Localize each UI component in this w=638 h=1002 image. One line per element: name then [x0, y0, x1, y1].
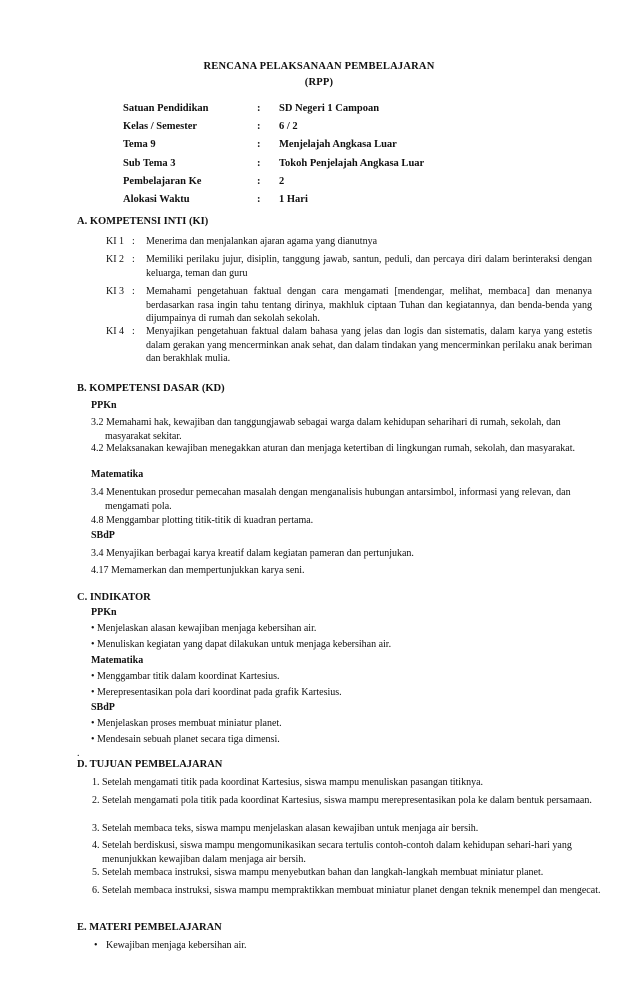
ki-code: KI 3	[106, 286, 125, 297]
goal-item: 6. Setelah membaca instruksi, siswa mampu mempraktikkan membuat miniatur planet dengan teknik menempel dan mengecat.	[92, 885, 601, 896]
materi-item	[94, 940, 247, 951]
kd-item: 3.4 Menentukan prosedur pemecahan masalah dengan menganalisis hubungan antarsimbol, informasi yang relevan, dan mengamati pola.	[91, 487, 571, 512]
kd-item: 3.2 Memahami hak, kewajiban dan tanggungjawab sebagai warga dalam kehidupan seharihari di rumah, sekolah, dan masyarakat sekitar.	[91, 417, 561, 442]
materi-text: Kewajiban menjaga kebersihan air.	[106, 940, 247, 951]
section-b-heading: B. KOMPETENSI DASAR (KD)	[77, 383, 225, 394]
kd-item: 4.8 Menggambar plotting titik-titik di kuadran pertama.	[91, 515, 314, 526]
indicator-item: • Menjelaskan alasan kewajiban menjaga kebersihan air.	[91, 623, 317, 634]
document-title: RENCANA PELAKSANAAN PEMBELAJARAN	[203, 61, 435, 72]
ki-colon: :	[132, 236, 135, 247]
info-value: 1 Hari	[279, 193, 308, 205]
ki-code: KI 2	[106, 254, 125, 265]
info-key: Kelas / Semester	[123, 121, 198, 133]
indicator-item: • Menggambar titik dalam koordinat Kartesius.	[91, 671, 280, 682]
info-colon: :	[257, 175, 261, 187]
subject-sbdp: SBdP	[91, 702, 115, 713]
indicator-item: • Menuliskan kegiatan yang dapat dilakukan untuk menjaga kebersihan air.	[91, 639, 392, 650]
ki-colon: :	[132, 254, 135, 265]
ki-item	[106, 253, 592, 280]
section-e-heading: E. MATERI PEMBELAJARAN	[77, 922, 222, 933]
ki-code: KI 4	[106, 326, 125, 337]
indicator-item: • Mendesain sebuah planet secara tiga dimensi.	[91, 734, 280, 745]
subject-matematika: Matematika	[91, 469, 144, 480]
info-colon: :	[257, 103, 261, 114]
goal-item: 1. Setelah mengamati titik pada koordinat Kartesius, siswa mampu menuliskan pasangan titiknya.	[92, 777, 484, 788]
info-key: Sub Tema 3	[123, 157, 176, 169]
info-key: Pembelajaran Ke	[123, 175, 202, 187]
goal-item: 2. Setelah mengamati pola titik pada koordinat Kartesius, siswa mampu merepresentasikan pola ke dalam bentuk persamaan.	[92, 795, 592, 806]
info-colon: :	[257, 157, 261, 169]
kd-item: 4.17 Memamerkan dan mempertunjukkan karya seni.	[91, 565, 305, 576]
ki-colon: :	[132, 326, 135, 337]
info-value: Tokoh Penjelajah Angkasa Luar	[279, 157, 425, 169]
ki-colon: :	[132, 286, 135, 297]
subject-ppkn: PPKn	[91, 400, 117, 411]
indicator-item: • Merepresentasikan pola dari koordinat pada grafik Kartesius.	[91, 687, 342, 698]
section-d-heading: D. TUJUAN PEMBELAJARAN	[77, 759, 223, 770]
info-colon: :	[257, 193, 261, 205]
subject-matematika: Matematika	[91, 655, 144, 666]
info-key: Alokasi Waktu	[123, 193, 190, 205]
info-colon: :	[257, 121, 261, 133]
info-key: Tema 9	[123, 139, 156, 151]
ki-text: Memiliki perilaku jujur, disiplin, tanggung jawab, santun, peduli, dan percaya diri dalam berinteraksi dengan keluarga, teman dan guru	[146, 254, 592, 279]
subject-sbdp: SBdP	[91, 530, 115, 541]
info-colon: :	[257, 139, 261, 151]
kd-item: 4.2 Melaksanakan kewajiban menegakkan aturan dan menjaga ketertiban di lingkungan rumah, sekolah, dan masyarakat.	[91, 443, 575, 454]
kd-item: 3.4 Menyajikan berbagai karya kreatif dalam kegiatan pameran dan pertunjukan.	[91, 548, 414, 559]
ki-item	[106, 325, 592, 366]
section-c-heading: C. INDIKATOR	[77, 592, 151, 603]
info-value: Menjelajah Angkasa Luar	[279, 139, 397, 151]
info-value: 6 / 2	[279, 121, 298, 133]
subject-ppkn: PPKn	[91, 607, 117, 618]
stray-dot: .	[77, 748, 80, 759]
info-value: 2	[279, 175, 285, 187]
bullet-icon: •	[94, 940, 98, 951]
goal-item: 4. Setelah berdiskusi, siswa mampu mengomunikasikan secara tertulis contoh-contoh dalam kehidupan sehari-hari yang menunjukkan kewajiban dalam menjaga air bersih.	[92, 840, 572, 865]
info-key: Satuan Pendidikan	[123, 103, 209, 114]
ki-text: Menyajikan pengetahuan faktual dalam bahasa yang jelas dan logis dan sistematis, dalam karya yang estetis dalam gerakan yang mencerminkan anak sehat, dan dalam tindakan yang mencerminkan perilaku anak beriman dan berakhlak mulia.	[146, 326, 592, 365]
info-value: SD Negeri 1 Campoan	[279, 103, 380, 114]
section-a-heading: A. KOMPETENSI INTI (KI)	[77, 216, 209, 227]
document-subtitle: (RPP)	[304, 77, 334, 88]
goal-item: 3. Setelah membaca teks, siswa mampu menjelaskan alasan kewajiban untuk menjaga air bersih.	[92, 823, 479, 834]
ki-item	[106, 285, 592, 326]
ki-text: Menerima dan menjalankan ajaran agama yang dianutnya	[146, 236, 378, 247]
ki-code: KI 1	[106, 236, 125, 247]
indicator-item: • Menjelaskan proses membuat miniatur planet.	[91, 718, 282, 729]
goal-item: 5. Setelah membaca instruksi, siswa mampu menyebutkan bahan dan langkah-langkah membuat miniatur planet.	[92, 867, 544, 878]
ki-item	[106, 235, 592, 249]
ki-text: Memahami pengetahuan faktual dengan cara mengamati [mendengar, melihat, membaca] dan menanya berdasarkan rasa ingin tahu tentang dirinya, makhluk ciptaan Tuhan dan kegiatannya, dan benda-benda yang dijumpainya di rumah dan sekolah sekolah.	[146, 286, 592, 325]
